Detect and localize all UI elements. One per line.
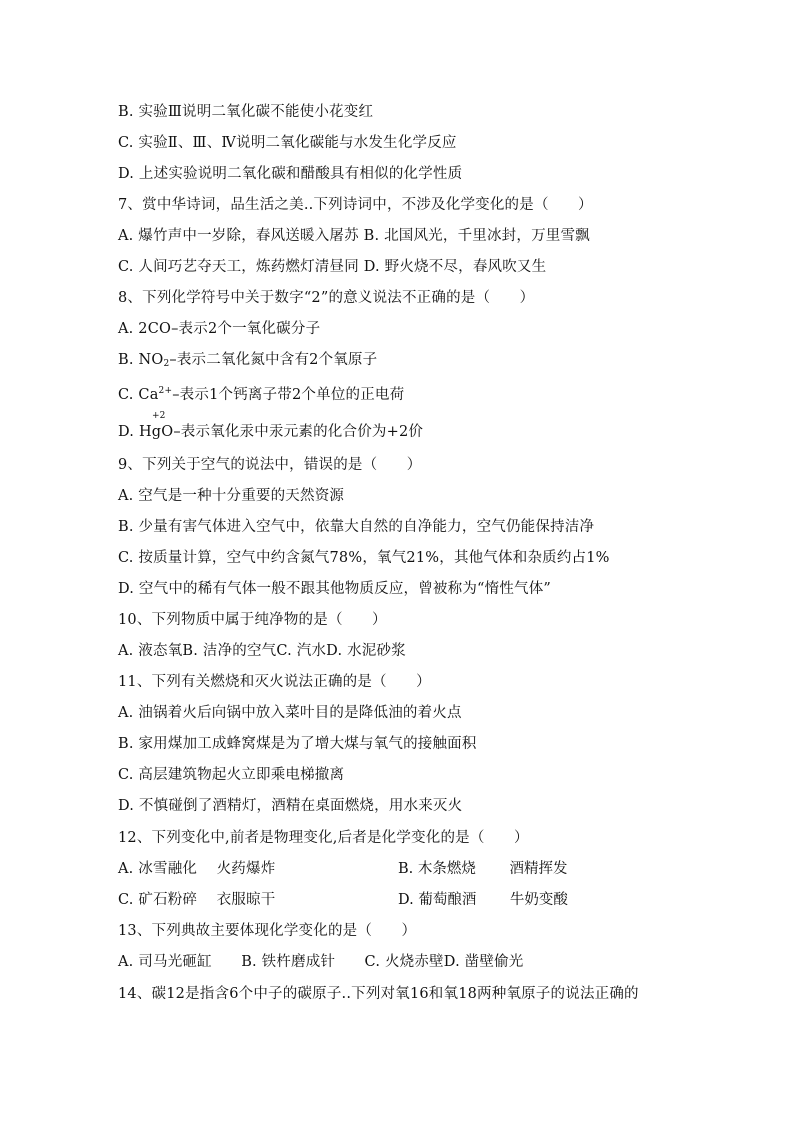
question-14: 14、碳12是指含6个中子的碳原子..下列对氧16和氧18两种氧原子的说法正确的 (118, 986, 639, 1002)
option-line (118, 381, 404, 405)
option-text: C. Ca (118, 387, 159, 403)
question-12: 12、下列变化中,前者是物理变化,后者是化学变化的是（ ） (118, 830, 529, 846)
valence-formula (138, 411, 174, 442)
option-line: A. 爆竹声中一岁除，春风送暖入屠苏 B. 北国风光，千里冰封，万里雪飘 (118, 228, 590, 244)
option-line: D. 空气中的稀有气体一般不跟其他物质反应，曾被称为“惰性气体” (118, 581, 552, 597)
option-line (118, 350, 377, 374)
option-line: B. 少量有害气体进入空气中，依靠大自然的自净能力，空气仍能保持洁净 (118, 519, 595, 535)
option-line: B. 木条燃烧 酒精挥发 (398, 861, 568, 877)
question-7: 7、赏中华诗词，品生活之美..下列诗词中，不涉及化学变化的是（ ） (118, 197, 593, 213)
option-line: A. 2CO–表示2个一氧化碳分子 (118, 321, 321, 337)
valence-mark: +2 (151, 411, 166, 421)
subscript: 2 (163, 359, 170, 369)
option-text: –表示氧化汞中汞元素的化合价为+2价 (173, 424, 424, 440)
option-line: A. 冰雪融化 火药爆炸 (118, 861, 276, 877)
option-line: A. 空气是一种十分重要的天然资源 (118, 488, 345, 504)
option-line: C. 实验Ⅱ、Ⅲ、Ⅳ说明二氧化碳能与水发生化学反应 (118, 135, 457, 151)
option-line: B. 家用煤加工成蜂窝煤是为了增大煤与氧气的接触面积 (118, 736, 477, 752)
option-line (118, 411, 424, 442)
option-line: B. 实验Ⅲ说明二氧化碳不能使小花变红 (118, 104, 374, 120)
option-line: C. 高层建筑物起火立即乘电梯撤离 (118, 767, 345, 783)
question-10: 10、下列物质中属于纯净物的是（ ） (118, 612, 387, 628)
option-line: A. 油锅着火后向锅中放入菜叶目的是降低油的着火点 (118, 705, 462, 721)
option-line: C. 矿石粉碎 衣服晾干 (118, 892, 276, 908)
option-line: D. 葡萄酿酒 牛奶变酸 (398, 892, 568, 908)
question-13: 13、下列典故主要体现化学变化的是（ ） (118, 923, 417, 939)
option-text: B. NO (118, 352, 164, 368)
option-line: A. 液态氧B. 洁净的空气C. 汽水D. 水泥砂浆 (118, 643, 406, 659)
question-9: 9、下列关于空气的说法中，错误的是（ ） (118, 457, 422, 473)
option-line: C. 按质量计算，空气中约含氮气78%，氧气21%，其他气体和杂质约占1% (118, 550, 610, 566)
option-line: D. 不慎碰倒了酒精灯，酒精在桌面燃烧，用水来灭火 (118, 798, 463, 814)
option-text: –表示二氧化氮中含有2个氧原子 (169, 352, 378, 368)
option-line: A. 司马光砸缸 B. 铁杵磨成针 C. 火烧赤壁D. 凿壁偷光 (118, 954, 524, 970)
option-line: C. 人间巧艺夺天工，炼药燃灯清昼同 D. 野火烧不尽，春风吹又生 (118, 259, 547, 275)
question-11: 11、下列有关燃烧和灭火说法正确的是（ ） (118, 674, 431, 690)
formula-text: HgO (138, 424, 174, 440)
superscript: 2+ (158, 386, 173, 396)
option-text: –表示1个钙离子带2个单位的正电荷 (172, 387, 405, 403)
option-text: D. (118, 424, 139, 440)
question-8: 8、下列化学符号中关于数字“2”的意义说法不正确的是（ ） (118, 290, 535, 306)
option-line: D. 上述实验说明二氧化碳和醋酸具有相似的化学性质 (118, 166, 463, 182)
